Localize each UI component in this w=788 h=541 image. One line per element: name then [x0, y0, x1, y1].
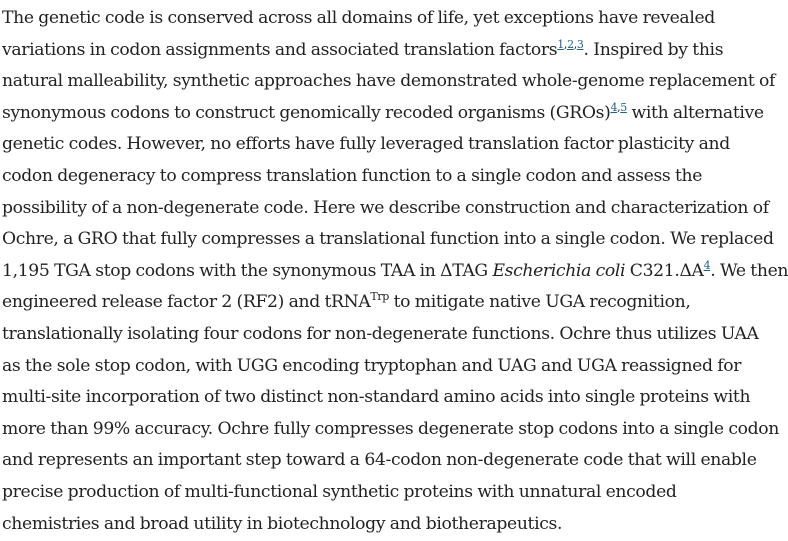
- abstract-line-2: [2, 35, 754, 67]
- abstract-text: synonymous codons to construct genomically recoded organisms (GROs): [2, 102, 611, 123]
- citation-link[interactable]: 3: [576, 37, 584, 51]
- abstract-line-1: The genetic code is conserved across all domains of life, yet exceptions have revealed: [2, 8, 715, 28]
- citation-link[interactable]: 1: [557, 37, 564, 51]
- abstract-line-8: Ochre, a GRO that fully compresses a translational function into a single codon. We replaced: [2, 229, 774, 250]
- abstract-text: . We then: [710, 260, 788, 281]
- abstract-line-14: more than 99% accuracy. Ochre fully compresses degenerate stop codons into a single codon: [2, 418, 779, 439]
- abstract-line-3: natural malleability, synthetic approaches have demonstrated whole-genome replacement of: [2, 71, 776, 92]
- abstract-text: variations in codon assignments and associated translation factors: [2, 39, 558, 60]
- abstract-text: engineered release factor 2 (RF2) and tRNA: [2, 292, 371, 313]
- citation-separator: ,: [573, 37, 577, 51]
- abstract-line-6: codon degeneracy to compress translation function to a single codon and assess the: [2, 165, 703, 186]
- abstract-line-7: possibility of a non-degenerate code. Here we describe construction and characterization of: [2, 197, 769, 218]
- abstract-line-16: precise production of multi-functional synthetic proteins with unnatural encoded: [2, 481, 677, 502]
- abstract-line-17: chemistries and broad utility in biotechnology and biotherapeutics.: [2, 513, 563, 534]
- species-name: Escherichia coli: [492, 260, 626, 281]
- citation-link[interactable]: 4: [610, 100, 618, 114]
- abstract-text: with alternative: [626, 102, 764, 123]
- abstract-line-11: translationally isolating four codons for non-degenerate functions. Ochre thus utilizes UAA: [2, 323, 759, 344]
- abstract-line-12: as the sole stop codon, with UGG encoding tryptophan and UAG and UGA reassigned for: [2, 355, 742, 376]
- abstract-text: . Inspired by this: [583, 39, 724, 60]
- abstract-line-4: [2, 98, 764, 130]
- abstract-paragraph: [2, 3, 788, 540]
- abstract-text: 1,195 TGA stop codons with the synonymous TAA in ΔTAG: [2, 260, 493, 281]
- abstract-line-5: genetic codes. However, no efforts have fully leveraged translation factor plasticity and: [2, 134, 730, 155]
- abstract-line-9: [2, 256, 788, 288]
- abstract-text: to mitigate native UGA recognition,: [388, 292, 691, 313]
- citation-separator: ,: [563, 37, 568, 51]
- citation-separator: ,: [617, 100, 621, 114]
- citation-link[interactable]: 5: [620, 100, 627, 114]
- citation-link[interactable]: 2: [567, 37, 574, 51]
- citation-link[interactable]: 4: [703, 258, 711, 272]
- abstract-line-13: multi-site incorporation of two distinct non-standard amino acids into single proteins with: [2, 387, 751, 408]
- abstract-line-10: [2, 287, 754, 319]
- abstract-line-15: and represents an important step toward a 64-codon non-degenerate code that will enable: [2, 450, 757, 471]
- abstract-text: C321.ΔA: [625, 260, 704, 281]
- trna-superscript: Trp: [370, 290, 389, 304]
